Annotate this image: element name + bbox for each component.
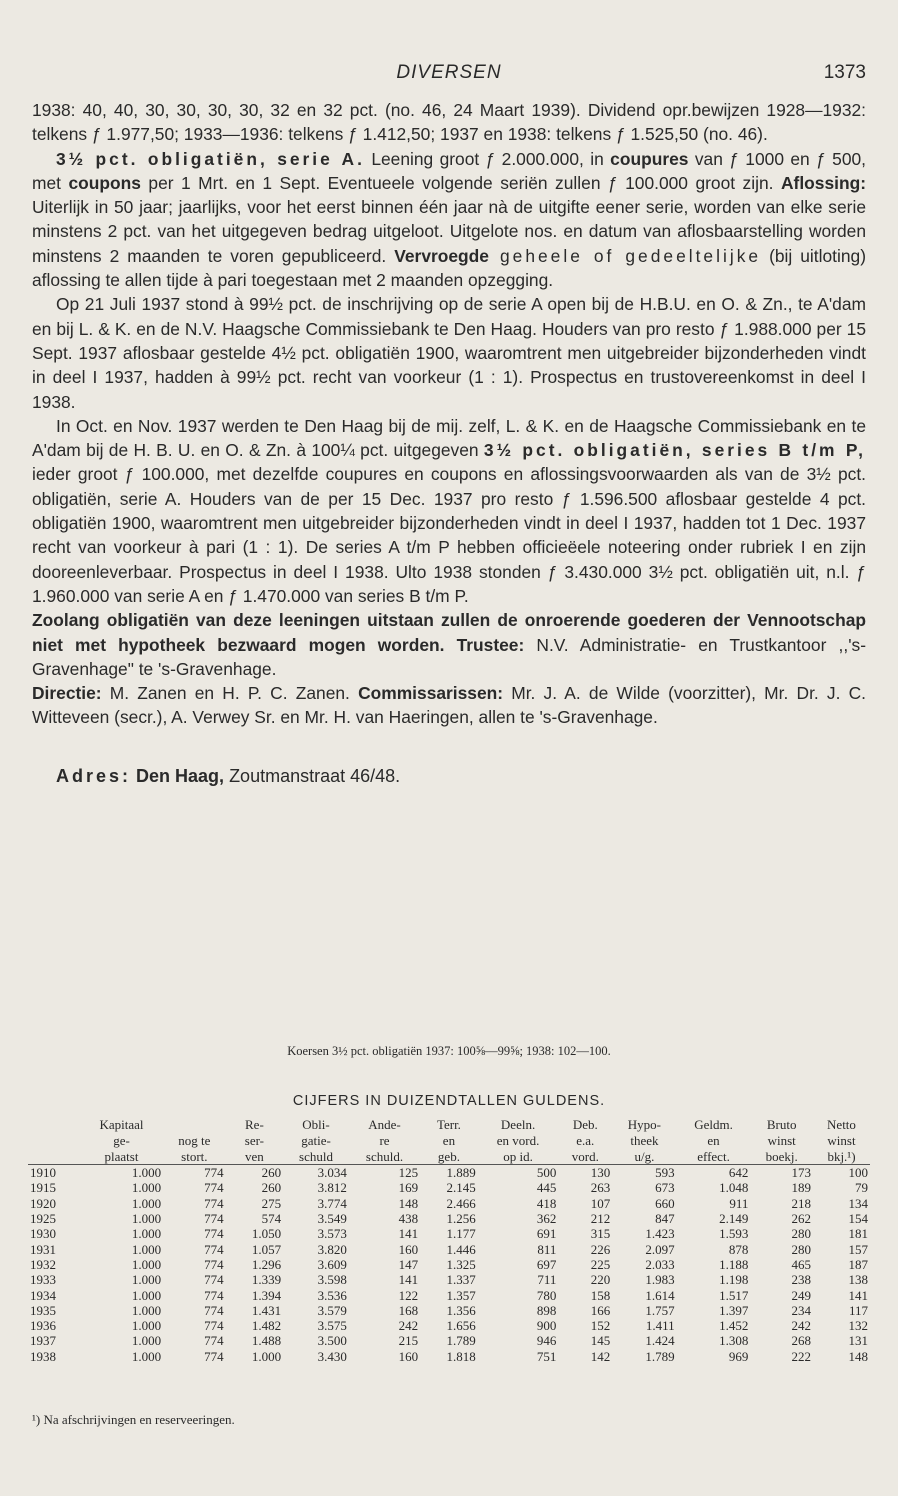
table-cell: 574	[261, 1211, 282, 1227]
table-cell: 131	[848, 1333, 868, 1349]
table-header-cell: Geldm.	[694, 1116, 733, 1132]
table-cell: 1.198	[719, 1272, 749, 1288]
table-cell: 1.818	[446, 1348, 476, 1364]
table-cell: 1.446	[446, 1241, 476, 1257]
table-row	[28, 1333, 870, 1348]
table-cell: 3.812	[317, 1180, 347, 1196]
table-row	[28, 1349, 870, 1364]
paragraph-serie-a: 3½ pct. obligatiën, serie A. Leening groot ƒ 2.000.000, in coupures van ƒ 1000 en ƒ 500, met coupons per 1 Mrt. en 1 Sept. Eventueele volgende seriën zullen ƒ 100.000 groot zijn. Aflossing: Uiterlijk in 50 jaar; jaarlijks, voor het eerst binnen één jaar nà de uitgifte eener serie, worden van elke serie minstens 2 pct. van het uitgegeven bedrag uitgeloot. Uitgelote nos. en datum van aflosbaarstelling worden minstens 2 maanden te voren gepubliceerd. Vervroegde geheele of gedeeltelijke (bij uitloting) aflossing te allen tijde à pari toegestaan met 2 maanden opzegging.	[32, 148, 866, 291]
table-cell: 774	[204, 1333, 224, 1349]
table-cell: 166	[590, 1302, 611, 1318]
table-header-cell: plaatst	[80, 1148, 163, 1165]
table-cell: 107	[590, 1195, 611, 1211]
table-header-cell	[163, 1116, 226, 1132]
table-header-cell: Hypo-	[627, 1116, 662, 1132]
table-cell: 1.482	[251, 1318, 282, 1334]
table-cell: 117	[848, 1302, 868, 1318]
table-cell: 218	[791, 1195, 811, 1211]
table-cell: 238	[791, 1272, 811, 1288]
table-cell: 1.048	[719, 1180, 749, 1196]
table-cell: 125	[398, 1165, 419, 1181]
table-cell: 160	[398, 1348, 419, 1364]
paragraph-dividend: 1938: 40, 40, 30, 30, 30, 30, 32 en 32 pct. (no. 46, 24 Maart 1939). Dividend opr.bewijzen 1928—1932: telkens ƒ 1.977,50; 1933—1936: telkens ƒ 1.412,50; 1937 en 1938: telkens ƒ 1.525,50 (no. 46).	[32, 100, 866, 145]
table-cell: 262	[791, 1211, 811, 1227]
table-cell: 1.983	[645, 1272, 675, 1288]
table-cell: 1.656	[446, 1318, 476, 1334]
table-cell: 1.488	[251, 1333, 282, 1349]
table-year-cell: 1936	[30, 1318, 56, 1334]
table-cell: 751	[536, 1348, 557, 1364]
table-cell: 878	[728, 1241, 749, 1257]
table-cell: 1.188	[719, 1256, 749, 1272]
table-cell: 315	[590, 1226, 611, 1242]
table-cell: 780	[536, 1287, 557, 1303]
table-cell: 1.000	[131, 1211, 162, 1227]
table-year-cell: 1910	[30, 1165, 56, 1181]
page-header	[32, 62, 866, 88]
table-cell: 122	[398, 1287, 419, 1303]
table-year-cell: 1930	[30, 1226, 56, 1242]
table-header-cell: en vord.	[496, 1132, 540, 1148]
table-cell: 418	[536, 1195, 557, 1211]
table-header-cell: u/g.	[612, 1148, 676, 1165]
table-header-cell: schuld	[283, 1148, 349, 1165]
table-year-cell: 1938	[30, 1348, 56, 1364]
paragraph-inschrijving: Op 21 Juli 1937 stond à 99½ pct. de inschrijving op de serie A open bij de H.B.U. en O. & Zn., te A'dam en bij L. & K. en de N.V. Haagsche Commissiebank te Den Haag. Houders van pro resto ƒ 1.988.000 per 15 Sept. 1937 aflosbaar gestelde 4½ pct. obligatiën 1900, waaromtrent men uitgebreider bijzonderheden vindt in deel I 1937, hadden à 99½ pct. recht van voorkeur (1 : 1). Prospectus en trustovereenkomst in deel I 1938.	[32, 294, 866, 412]
table-header-row	[28, 1132, 870, 1148]
table-header-row	[28, 1148, 870, 1165]
table-cell: 1.296	[251, 1256, 282, 1272]
table-header-cell: en	[707, 1132, 720, 1148]
table-year-cell: 1932	[30, 1256, 56, 1272]
running-title: DIVERSEN	[396, 62, 502, 83]
table-title: CIJFERS IN DUIZENDTALLEN GULDENS.	[292, 1093, 606, 1109]
table-cell: 215	[398, 1333, 419, 1349]
table-cell: 642	[728, 1165, 749, 1181]
table-cell: 1.394	[251, 1287, 282, 1303]
table-header-cell: Deeln.	[500, 1116, 536, 1132]
table-cell: 147	[398, 1256, 419, 1272]
table-cell: 3.820	[317, 1241, 347, 1257]
table-header-cell: boekj.	[750, 1148, 813, 1165]
body-text	[32, 98, 866, 788]
table-cell: 593	[655, 1165, 675, 1181]
table-cell: 1.000	[131, 1348, 162, 1364]
table-cell: 1.000	[131, 1226, 162, 1242]
table-cell: 3.573	[317, 1226, 347, 1242]
table-cell: 1.757	[645, 1302, 675, 1318]
table-cell: 1.000	[131, 1272, 162, 1288]
table-cell: 1.050	[251, 1226, 282, 1242]
table-row	[28, 1180, 870, 1195]
table-year-cell: 1935	[30, 1302, 56, 1318]
table-cell: 660	[655, 1195, 675, 1211]
table-cell: 847	[655, 1211, 675, 1227]
table-row	[28, 1196, 870, 1211]
table-row	[28, 1241, 870, 1256]
table-cell: 141	[398, 1226, 419, 1242]
table-header-cell: effect.	[677, 1148, 751, 1165]
table-cell: 1.000	[131, 1287, 162, 1303]
table-cell: 79	[855, 1180, 868, 1196]
koersen-line: Koersen 3½ pct. obligatiën 1937: 100⅝—99⅝; 1938: 102—100.	[287, 1044, 611, 1058]
table-row	[28, 1303, 870, 1318]
table-cell: 3.774	[317, 1195, 347, 1211]
table-header-row	[28, 1116, 870, 1132]
table-cell: 465	[791, 1256, 811, 1272]
table-cell: 1.452	[719, 1318, 749, 1334]
table-cell: 168	[398, 1302, 419, 1318]
table-cell: 2.097	[645, 1241, 675, 1257]
table-cell: 969	[728, 1348, 749, 1364]
table-cell: 774	[204, 1211, 224, 1227]
table-header-cell: Ande-	[368, 1116, 401, 1132]
table-cell: 911	[729, 1195, 749, 1211]
table-cell: 1.337	[446, 1272, 476, 1288]
table-cell: 673	[655, 1180, 675, 1196]
table-cell: 3.536	[317, 1287, 347, 1303]
table-year-cell: 1931	[30, 1241, 56, 1257]
table-header-cell: stort.	[163, 1148, 226, 1165]
table-cell: 148	[398, 1195, 419, 1211]
table-cell: 1.000	[131, 1256, 162, 1272]
table-cell: 189	[791, 1180, 811, 1196]
table-header-cell: Re-	[245, 1116, 264, 1132]
table-row	[28, 1226, 870, 1241]
table-cell: 774	[204, 1272, 224, 1288]
table-cell: 100	[848, 1165, 868, 1181]
table-cell: 1.339	[251, 1272, 282, 1288]
table-cell: 225	[590, 1256, 611, 1272]
table-cell: 946	[536, 1333, 557, 1349]
table-cell: 898	[536, 1302, 557, 1318]
table-cell: 1.325	[446, 1256, 476, 1272]
table-cell: 222	[791, 1348, 811, 1364]
table-cell: 242	[398, 1318, 419, 1334]
table-cell: 130	[590, 1165, 611, 1181]
table-header-cell: Bruto	[766, 1116, 797, 1132]
table-header-cell: Deb.	[572, 1116, 598, 1132]
table-header-cell: ser-	[244, 1132, 265, 1148]
table-cell: 438	[398, 1211, 419, 1227]
table-cell: 3.430	[317, 1348, 347, 1364]
table-cell: 1.423	[645, 1226, 675, 1242]
table-cell: 1.000	[131, 1195, 162, 1211]
table-row	[28, 1272, 870, 1287]
table-cell: 774	[204, 1180, 224, 1196]
table-cell: 1.057	[251, 1241, 282, 1257]
table-cell: 445	[536, 1180, 557, 1196]
table-header-cell: Netto	[827, 1116, 856, 1132]
table-cell: 260	[261, 1165, 282, 1181]
paragraph-directie: Directie: M. Zanen en H. P. C. Zanen. Commissarissen: Mr. J. A. de Wilde (voorzitter), Mr. Dr. J. C. Witteveen (secr.), A. Verwey Sr. en Mr. H. van Haeringen, allen te 's-Gravenhage.	[32, 683, 866, 728]
table-cell: 711	[537, 1272, 557, 1288]
table-header-cell: op id.	[478, 1148, 559, 1165]
table-year-cell: 1934	[30, 1287, 56, 1303]
table-cell: 1.000	[131, 1318, 162, 1334]
table-cell: 2.149	[719, 1211, 749, 1227]
table-cell: 2.466	[446, 1195, 476, 1211]
table-row	[28, 1318, 870, 1333]
table-cell: 3.549	[317, 1211, 347, 1227]
table-cell: 500	[536, 1165, 557, 1181]
table-header-cell: schuld.	[349, 1148, 420, 1165]
table-cell: 1.308	[719, 1333, 749, 1349]
table-cell: 1.000	[251, 1348, 282, 1364]
table-cell: 132	[848, 1318, 868, 1334]
table-cell: 268	[791, 1333, 811, 1349]
table-cell: 1.789	[645, 1348, 675, 1364]
paragraph-series-b: In Oct. en Nov. 1937 werden te Den Haag bij de mij. zelf, L. & K. en de Haagsche Commissiebank en te A'dam bij de H. B. U. en O. & Zn. à 100¼ pct. uitgegeven 3½ pct. obligatiën, series B t/m P, ieder groot ƒ 100.000, met dezelfde coupures en coupons en aflossingsvoorwaarden als van de 3½ pct. obligatiën, serie A. Houders van de per 15 Dec. 1937 pro resto ƒ 1.596.500 aflosbaar gestelde 4 pct. obligatiën 1900, waaromtrent men uitgebreider bijzonderheden vindt in deel I 1937, hadden tot 1 Dec. 1937 recht van voorkeur à pari (1 : 1). De series A t/m P hebben officieëele noteering onder rubriek I en zijn dooreenleverbaar. Prospectus in deel I 1938. Ulto 1938 stonden ƒ 3.430.000 3½ pct. obligatiën uit, n.l. ƒ 1.960.000 van serie A en ƒ 1.470.000 van series B t/m P.	[32, 415, 867, 606]
table-cell: 3.575	[317, 1318, 347, 1334]
footnote: ¹) Na afschrijvingen en reserveeringen.	[32, 1412, 235, 1427]
table-cell: 1.411	[645, 1318, 675, 1334]
table-cell: 173	[791, 1165, 811, 1181]
table-cell: 1.593	[719, 1226, 749, 1242]
table-header-cell: ge-	[113, 1132, 130, 1148]
table-cell: 169	[398, 1180, 419, 1196]
table-header-cell: en	[442, 1132, 456, 1148]
table-cell: 275	[261, 1195, 282, 1211]
table-cell: 141	[848, 1287, 868, 1303]
table-cell: 2.033	[645, 1256, 675, 1272]
table-cell: 811	[537, 1241, 557, 1257]
table-cell: 181	[848, 1226, 868, 1242]
table-cell: 1.000	[131, 1241, 162, 1257]
table-row	[28, 1211, 870, 1226]
table-header-cell	[28, 1116, 80, 1132]
table-cell: 1.889	[446, 1165, 476, 1181]
table-row	[28, 1257, 870, 1272]
table-cell: 141	[398, 1272, 419, 1288]
table-header-cell: Obli-	[302, 1116, 330, 1132]
table-cell: 152	[590, 1318, 611, 1334]
table-cell: 260	[261, 1180, 282, 1196]
table-cell: 3.034	[317, 1165, 347, 1181]
table-cell: 774	[204, 1241, 224, 1257]
table-cell: 160	[398, 1241, 419, 1257]
table-cell: 154	[848, 1211, 868, 1227]
table-cell: 1.177	[446, 1226, 476, 1242]
table-cell: 242	[791, 1318, 811, 1334]
table-cell: 1.397	[719, 1302, 749, 1318]
table-cell: 1.000	[131, 1333, 162, 1349]
table-header-cell: bkj.¹)	[813, 1148, 870, 1165]
table-header-cell	[28, 1148, 80, 1165]
table-cell: 226	[590, 1241, 611, 1257]
table-cell: 138	[848, 1272, 868, 1288]
table-header-cell: re	[379, 1132, 390, 1148]
table-cell: 3.579	[317, 1302, 347, 1318]
table-cell: 1.517	[719, 1287, 749, 1303]
table-cell: 1.431	[251, 1302, 282, 1318]
table-cell: 774	[204, 1165, 224, 1181]
table-year-cell: 1920	[30, 1195, 56, 1211]
table-cell: 774	[204, 1256, 224, 1272]
address-line: Adres: Den Haag, Zoutmanstraat 46/48.	[56, 765, 401, 786]
table-row	[28, 1287, 870, 1302]
table-cell: 3.609	[317, 1256, 347, 1272]
table-cell: 1.789	[446, 1333, 476, 1349]
table-cell: 1.357	[446, 1287, 476, 1303]
table-cell: 900	[536, 1318, 557, 1334]
table-cell: 187	[848, 1256, 868, 1272]
table-cell: 145	[590, 1333, 611, 1349]
table-cell: 263	[590, 1180, 611, 1196]
table-cell: 3.598	[317, 1272, 347, 1288]
table-row	[28, 1165, 870, 1181]
table-cell: 1.424	[645, 1333, 675, 1349]
table-cell: 691	[536, 1226, 557, 1242]
table-cell: 1.000	[131, 1180, 162, 1196]
page-number: 1373	[823, 62, 866, 83]
table-header-cell: theek	[630, 1132, 659, 1148]
table-header-cell: winst	[827, 1132, 856, 1148]
table-cell: 234	[791, 1302, 811, 1318]
table-cell: 774	[204, 1318, 224, 1334]
table-cell: 142	[590, 1348, 611, 1364]
financial-table	[28, 1116, 870, 1364]
table-header-cell: winst	[767, 1132, 796, 1148]
table-header-cell: geb.	[420, 1148, 478, 1165]
table-cell: 158	[590, 1287, 611, 1303]
table-header-cell: nog te	[178, 1132, 211, 1148]
table-header-cell: Terr.	[436, 1116, 461, 1132]
table-cell: 1.000	[131, 1302, 162, 1318]
table-header-cell	[28, 1132, 80, 1148]
table-cell: 148	[848, 1348, 868, 1364]
table-cell: 774	[204, 1348, 224, 1364]
table-header-cell: ven	[226, 1148, 284, 1165]
table-cell: 1.000	[131, 1165, 162, 1181]
table-cell: 280	[791, 1241, 811, 1257]
table-year-cell: 1937	[30, 1333, 56, 1349]
paragraph-trustee: Zoolang obligatiën van deze leeningen uitstaan zullen de onroerende goederen der Vennootschap niet met hypotheek bezwaard mogen worden. Trustee: N.V. Administratie- en Trustkantoor ,,'s-Gravenhage" te 's-Gravenhage.	[32, 610, 866, 679]
table-header-cell: Kapitaal	[99, 1116, 144, 1132]
table-year-cell: 1915	[30, 1180, 56, 1196]
table-header-cell: e.a.	[576, 1132, 595, 1148]
table-cell: 220	[590, 1272, 611, 1288]
table-cell: 774	[204, 1226, 224, 1242]
table-cell: 212	[590, 1211, 611, 1227]
table-cell: 362	[536, 1211, 557, 1227]
table-cell: 134	[848, 1195, 868, 1211]
table-cell: 3.500	[317, 1333, 347, 1349]
table-header-cell: gatie-	[301, 1132, 331, 1148]
table-cell: 774	[204, 1195, 224, 1211]
table-cell: 2.145	[446, 1180, 476, 1196]
table-header-cell: vord.	[558, 1148, 612, 1165]
table-cell: 1.356	[446, 1302, 476, 1318]
table-cell: 1.614	[645, 1287, 675, 1303]
table-cell: 697	[536, 1256, 557, 1272]
table-cell: 774	[204, 1302, 224, 1318]
table-cell: 249	[791, 1287, 811, 1303]
table-cell: 1.256	[446, 1211, 476, 1227]
table-year-cell: 1933	[30, 1272, 56, 1288]
table-cell: 157	[848, 1241, 868, 1257]
table-cell: 280	[791, 1226, 811, 1242]
table-year-cell: 1925	[30, 1211, 56, 1227]
table-cell: 774	[204, 1287, 224, 1303]
